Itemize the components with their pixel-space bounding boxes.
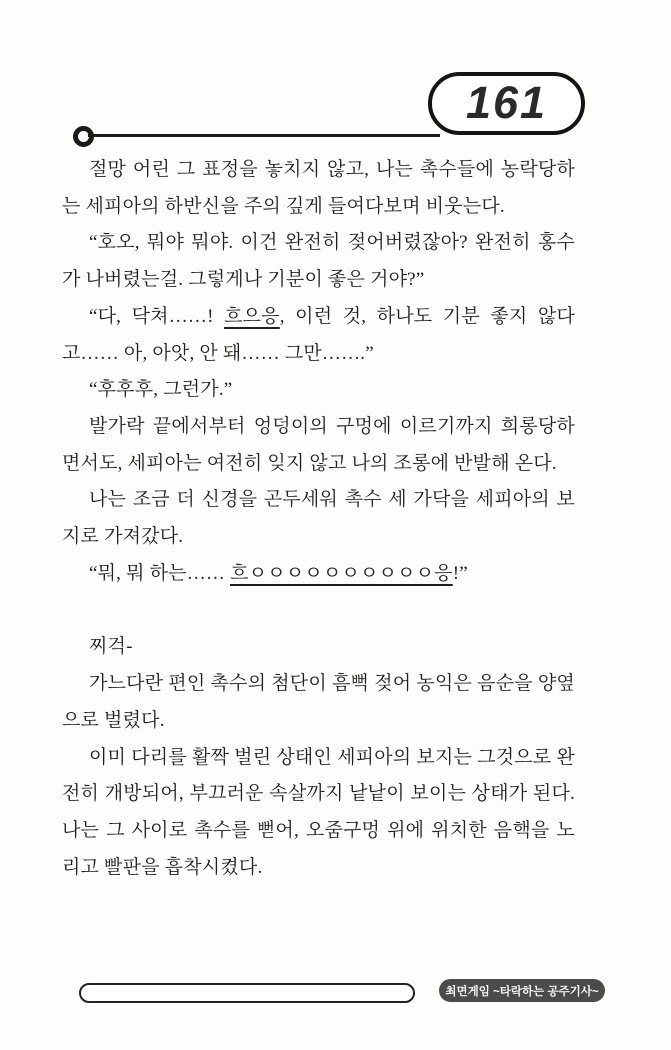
paragraph-text: 찌걱- [89,636,133,658]
paragraph-text: “후후후, 그런가.” [89,379,233,401]
paragraph-text: “다, 닥쳐……! [89,305,225,327]
paragraph-text: 이미 다리를 활짝 벌린 상태인 세피아의 보지는 그것으로 완전히 개방되어, 부끄러운 속살까지 낱낱이 보이는 상태가 된다. 나는 그 사이로 촉수를 뻗어, 오줌구멍 위에 위치한 음핵을 노리고 빨판을 흡착시켰다. [62,746,575,878]
paragraph [62,740,575,887]
paragraph [62,556,575,593]
paragraph [62,482,575,555]
paragraph-text: 발가락 끝에서부터 엉덩이의 구멍에 이르기까지 희롱당하면서도, 세피아는 여전히 잊지 않고 나의 조롱에 반발해 온다. [62,415,575,474]
paragraph-text: “뭐, 뭐 하는…… [89,562,231,584]
paragraph-text: !” [452,562,468,584]
footer-rule-pill [79,983,415,1003]
paragraph [62,225,575,298]
paragraph-text: 절망 어린 그 표정을 놓치지 않고, 나는 촉수들에 농락당하는 세피아의 하반신을 주의 깊게 들여다보며 비웃는다. [62,159,575,217]
paragraph-text: “호오, 뭐야 뭐야. 이건 완전히 젖어버렸잖아? 완전히 홍수가 나버렸는걸. 그렇게나 기분이 좋은 거야?” [62,232,575,291]
blank-line [62,592,575,629]
paragraph-text: 나는 조금 더 신경을 곤두세워 촉수 세 가닥을 세피아의 보지로 가져갔다. [62,489,575,548]
series-title-badge [439,979,605,1002]
series-title: 최면게임 ~타락하는 공주기사~ [445,985,599,998]
paragraph [62,152,575,225]
page-number-badge [428,72,585,135]
header-rule [88,134,440,137]
underlined-text: 흐ㅇㅇㅇㅇㅇㅇㅇㅇㅇㅇ응 [230,562,453,584]
underlined-text: 흐으응 [224,305,280,327]
paragraph [62,409,575,482]
page-number: 161 [465,76,548,128]
paragraph [62,372,575,409]
paragraph-text: 가느다란 편인 촉수의 첨단이 흠뻑 젖어 농익은 음순을 양옆으로 벌렸다. [62,673,575,731]
page-body [62,152,575,886]
paragraph [62,666,575,739]
paragraph [62,299,575,372]
paragraph-text: , 이런 것, 하나도 기분 좋지 않다고…… 아, 아앗, 안 돼…… 그만…….” [62,305,575,364]
paragraph [62,629,575,666]
